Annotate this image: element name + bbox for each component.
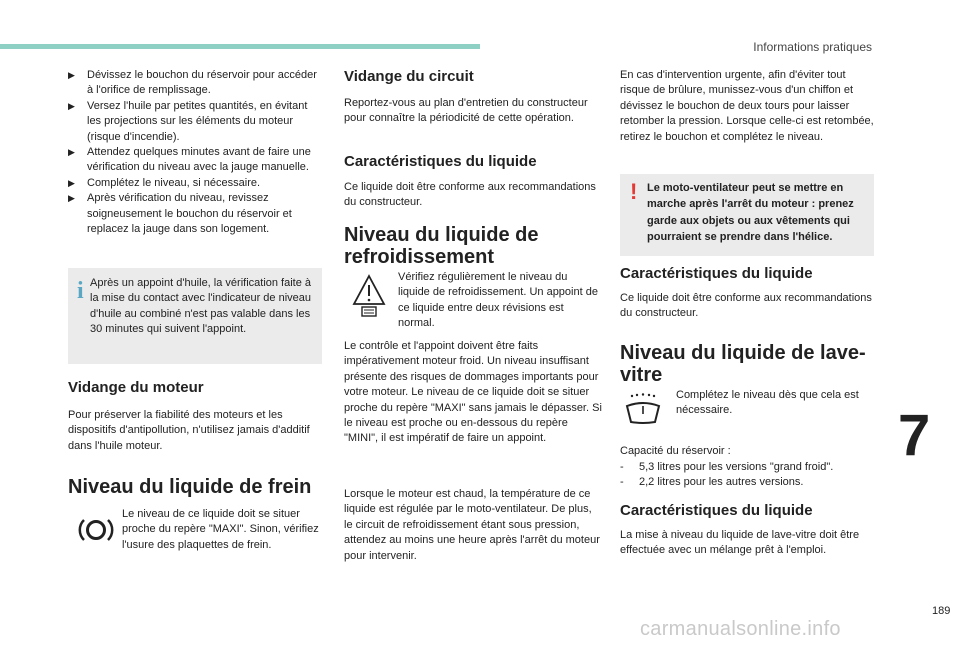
arrow-bullet-icon: ▶ (68, 70, 75, 80)
info-text: Après un appoint d'huile, la vérification faite à la mise du contact avec l'indicateur de niveau d'huile au combiné n'est pas valable dans les 30 minutes qui suivent l'appoint. (90, 277, 312, 336)
frein-text: Le niveau de ce liquide doit se situer proche du repère "MAXI". Sinon, vérifiez l'usure des plaquettes de frein. (122, 508, 319, 551)
carac-title: Caractéristiques du liquide (344, 153, 537, 170)
section-title: Informations pratiques (753, 40, 872, 54)
watermark: carmanualsonline.info (640, 618, 841, 640)
carac-title-3: Caractéristiques du liquide (620, 502, 813, 519)
refroid-icon-text: Vérifiez régulièrement le niveau du liquide de refroidissement. Un appoint de ce liquide entre deux révisions est normal. (398, 271, 598, 330)
list-item: ▶ Attendez quelques minutes avant de faire une vérification du niveau avec la jauge manuelle. (68, 146, 311, 174)
vidange-moteur-title: Vidange du moteur (68, 379, 204, 396)
washer-fluid-icon (624, 392, 662, 426)
oil-steps-list (68, 68, 322, 237)
warning-note (620, 174, 874, 256)
carac-text: Ce liquide doit être conforme aux recommandations du constructeur. (344, 181, 596, 209)
vidange-circuit-title: Vidange du circuit (344, 68, 474, 85)
warning-text: Le moto-ventilateur peut se mettre en marche après l'arrêt du moteur : prenez garde aux objets ou aux vêtements qui pourraient se prendre dans l'hélice. (647, 182, 854, 244)
refroid-paragraph-1: Le contrôle et l'appoint doivent être faits impérativement moteur froid. Un niveau insuffisant présente des risques de dommages importants pour votre moteur. Le niveau de ce liquide doit se situer proche du repère "MAXI" sans jamais le dépasser. Si le niveau est proche ou en-dessous du repère "MINI", il est impératif de faire un appoint. (344, 340, 602, 445)
carac-title-2: Caractéristiques du liquide (620, 265, 813, 282)
page-number: 189 (932, 605, 951, 617)
list-item: - 5,3 litres pour les versions "grand froid". (620, 460, 874, 475)
carac-text-2: Ce liquide doit être conforme aux recommandations du constructeur. (620, 292, 872, 320)
list-item: ▶ Versez l'huile par petites quantités, en évitant les projections sur les éléments du moteur (risque d'incendie). (68, 99, 308, 143)
dash-bullet: - (620, 461, 624, 473)
info-icon: i (77, 278, 84, 304)
warning-icon: ! (630, 179, 638, 204)
list-item: ▶ Après vérification du niveau, revissez soigneusement le bouchon du réservoir et replacez la jauge dans son logement. (68, 192, 292, 236)
vidange-circuit-text: Reportez-vous au plan d'entretien du constructeur pour connaître la périodicité de cette opération. (344, 97, 588, 125)
coolant-warning-icon (352, 274, 386, 318)
lave-vitre-title: Niveau du liquide de lave- vitre (620, 342, 866, 386)
arrow-bullet-icon: ▶ (68, 147, 75, 158)
vidange-moteur-text: Pour préserver la fiabilité des moteurs et les dispositifs d'antipollution, n'utilisez jamais d'additif dans l'huile moteur. (68, 409, 310, 452)
capacite-label: Capacité du réservoir : (620, 445, 731, 457)
list-item: ▶ Complétez le niveau, si nécessaire. (68, 176, 322, 191)
list-item: ▶ Dévissez le bouchon du réservoir pour accéder à l'orifice de remplissage. (68, 69, 317, 97)
refroid-title: Niveau du liquide de refroidissement (344, 224, 539, 268)
arrow-bullet-icon: ▶ (68, 177, 75, 188)
refroid-paragraph-2: Lorsque le moteur est chaud, la température de ce liquide est régulée par le moto-ventilateur. De plus, le circuit de refroidissement étant sous pression, attendez au moins une heure après l'arrêt du moteur pour intervenir. (344, 488, 600, 562)
lave-icon-text: Complétez le niveau dès que cela est nécessaire. (676, 389, 859, 417)
capacite-list (620, 460, 874, 491)
urgence-text: En cas d'intervention urgente, afin d'éviter tout risque de brûlure, munissez-vous d'un chiffon et dévissez le bouchon de deux tours pour laisser retomber la pression. Lorsque celle-ci est retombée, retirez le bouchon et complétez le niveau. (620, 69, 874, 143)
arrow-bullet-icon: ▶ (68, 100, 75, 111)
arrow-bullet-icon: ▶ (68, 193, 75, 204)
brake-fluid-icon (78, 516, 114, 544)
chapter-number: 7 (898, 403, 931, 468)
header-accent-bar (0, 44, 480, 49)
dash-bullet: - (620, 476, 624, 489)
carac-text-3: La mise à niveau du liquide de lave-vitre doit être effectuée avec un mélange prêt à l'emploi. (620, 529, 860, 557)
list-item: - 2,2 litres pour les autres versions. (620, 475, 874, 490)
frein-title: Niveau du liquide de frein (68, 476, 312, 498)
info-note (68, 268, 322, 364)
